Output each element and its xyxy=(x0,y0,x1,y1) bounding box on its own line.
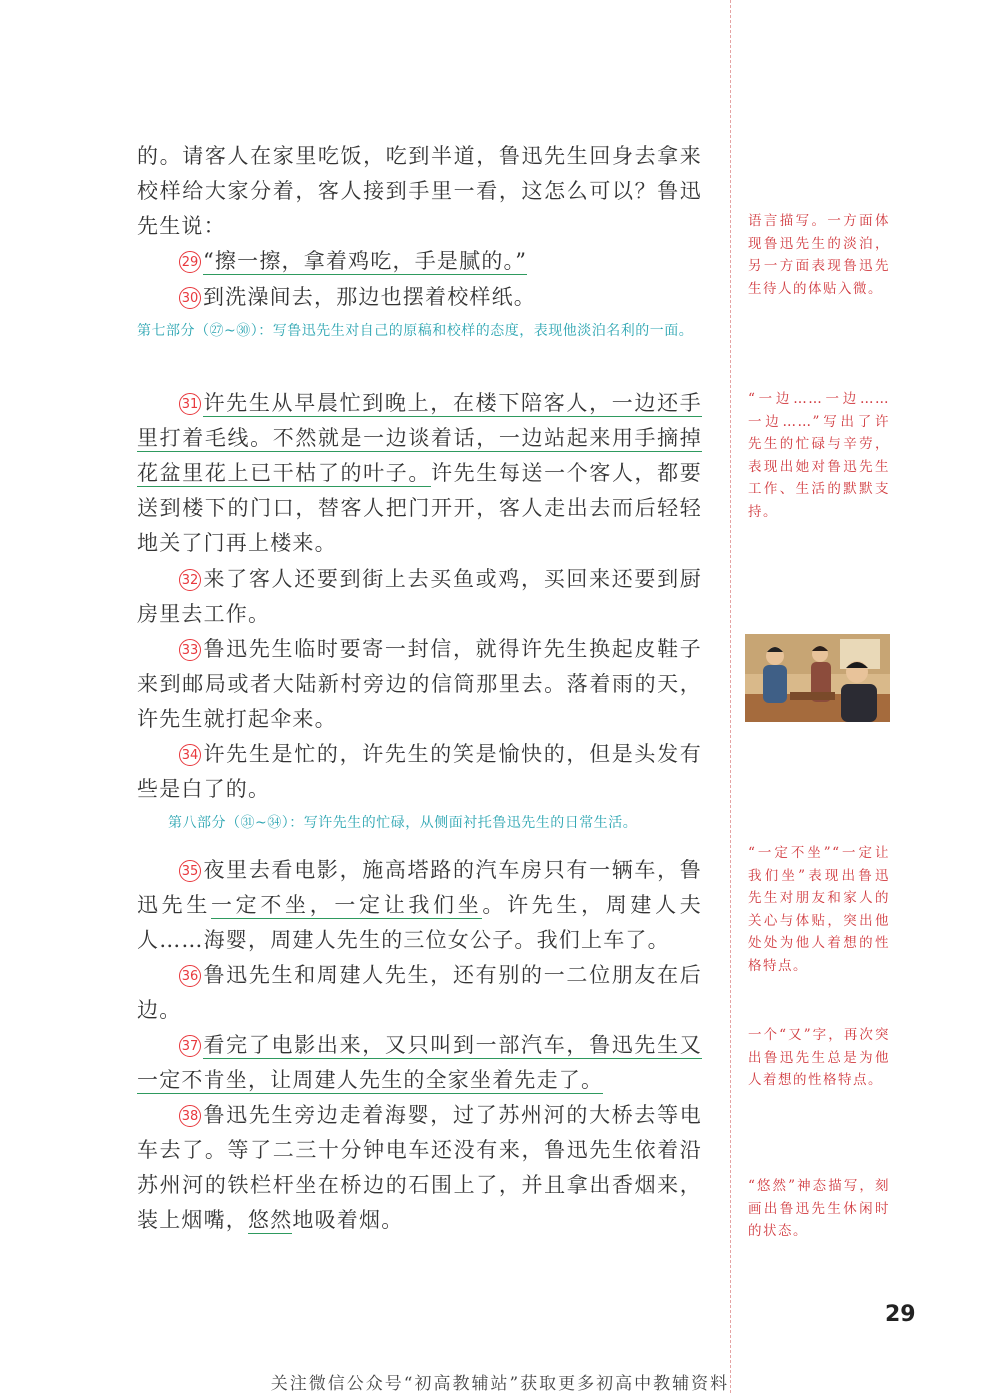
margin-note-5: “悠然”神态描写，刻画出鲁迅先生休闲时的状态。 xyxy=(748,1178,890,1239)
page-number: 29 xyxy=(885,1302,916,1327)
underlined-text: 不然就是一边谈着话，一边站起来用手摘掉花盆里花上已干枯了的叶子。 xyxy=(137,426,702,485)
paragraph-text: 鲁迅先生和周建人先生，还有别的一二位朋友在后边。 xyxy=(137,963,702,1022)
footer-text: 关注微信公众号“初高教辅站”获取更多初高中教辅资料 xyxy=(270,1374,730,1394)
paragraph-32 xyxy=(137,562,702,632)
paragraph-29 xyxy=(137,244,702,279)
illustration-scene xyxy=(745,634,890,722)
paragraph-37 xyxy=(137,1028,702,1098)
paragraph-number-badge: 37 xyxy=(179,1035,201,1057)
summary-text: 第八部分（㉛~㉞）：写许先生的忙碌，从侧面衬托鲁迅先生的日常生活。 xyxy=(168,815,638,831)
paragraph-34 xyxy=(137,737,702,807)
paragraph-text: 夜里去看电影，施高塔路的汽车房只有一辆车，鲁迅先生 xyxy=(137,858,702,917)
paragraph-text: 鲁迅先生临时要寄一封信，就得许先生换起皮鞋子来到邮局或者大陆新村旁边的信筒那里去。落着雨的天，许先生就打起伞来。 xyxy=(137,637,702,731)
paragraph-text: 的。请客人在家里吃饭，吃到半道，鲁迅先生回身去拿来校样给大家分着，客人接到手里一看，这怎么可以？鲁迅先生说： xyxy=(137,144,702,238)
paragraph-text: 鲁迅先生旁边走着海婴，过了苏州河的大桥去等电车去了。等了二三十分钟电车还没有来，鲁迅先生依着沿苏州河的铁栏杆坐在桥边的石围上了，并且拿出香烟来，装上烟嘴， xyxy=(137,1103,702,1232)
quote-text: “擦一擦，拿着鸡吃，手是腻的。” xyxy=(203,249,528,273)
margin-divider xyxy=(730,0,731,1393)
margin-note-2: “一边……一边……一边……”写出了许先生的忙碌与辛劳，表现出她对鲁迅先生工作、生活的默默支持。 xyxy=(748,391,890,520)
margin-note-1: 语言描写。一方面体现鲁迅先生的淡泊，另一方面表现鲁迅先生待人的体贴入微。 xyxy=(748,213,890,297)
paragraph-number-badge: 32 xyxy=(179,569,201,591)
paragraph-30 xyxy=(137,280,702,315)
paragraph-text: 。许先生，周建人夫人……海婴，周建人先生的三位女公子。我们上车了。 xyxy=(137,893,702,952)
summary-text: 第七部分（㉗~㉚）：写鲁迅先生对自己的原稿和校样的态度，表现他淡泊名利的一面。 xyxy=(137,323,694,339)
paragraph-36 xyxy=(137,958,702,1028)
margin-note-3: “一定不坐”“一定让我们坐”表现出鲁迅先生对朋友和家人的关心与体贴，突出他处处为他人着想的性格特点。 xyxy=(748,845,890,974)
underlined-text: 一定不坐，一定让我们坐 xyxy=(211,893,483,917)
paragraph-38 xyxy=(137,1098,702,1238)
paragraph-number-badge: 33 xyxy=(179,639,201,661)
paragraph-intro xyxy=(137,139,702,244)
paragraph-number-badge: 34 xyxy=(179,744,201,766)
underlined-text: 看完了电影出来，又只叫到一部汽车，鲁迅先生又一定不肯坐，让周建人先生的全家坐着先走了。 xyxy=(137,1033,702,1092)
paragraph-number-badge: 38 xyxy=(179,1105,201,1127)
paragraph-text: 地吸着烟。 xyxy=(292,1208,404,1232)
paragraph-number-badge: 31 xyxy=(179,393,201,415)
paragraph-number-badge: 36 xyxy=(179,965,201,987)
paragraph-31 xyxy=(137,386,702,561)
section-summary-8 xyxy=(168,810,708,836)
underlined-text: 悠然 xyxy=(248,1208,293,1232)
paragraph-number-badge: 29 xyxy=(179,251,201,273)
paragraph-33 xyxy=(137,632,702,737)
paragraph-number-badge: 35 xyxy=(179,860,201,882)
paragraph-text: 许先生每送一个客人，都要送到楼下的门口，替客人把门开开，客人走出去而后轻轻地关了门再上楼来。 xyxy=(137,461,702,555)
paragraph-text: 到洗澡间去，那边也摆着校样纸。 xyxy=(203,285,536,309)
paragraph-text: 许先生是忙的，许先生的笑是愉快的，但是头发有些是白了的。 xyxy=(137,742,702,801)
underlined-text: 许先生从早晨忙到晚上，在楼下陪客人，一边还手里打着毛线。 xyxy=(137,391,702,450)
margin-note-4: 一个“又”字，再次突出鲁迅先生总是为他人着想的性格特点。 xyxy=(748,1027,890,1088)
paragraph-number-badge: 30 xyxy=(179,287,201,309)
paragraph-35 xyxy=(137,853,702,958)
paragraph-text: 来了客人还要到街上去买鱼或鸡，买回来还要到厨房里去工作。 xyxy=(137,567,702,626)
section-summary-7 xyxy=(137,318,702,344)
